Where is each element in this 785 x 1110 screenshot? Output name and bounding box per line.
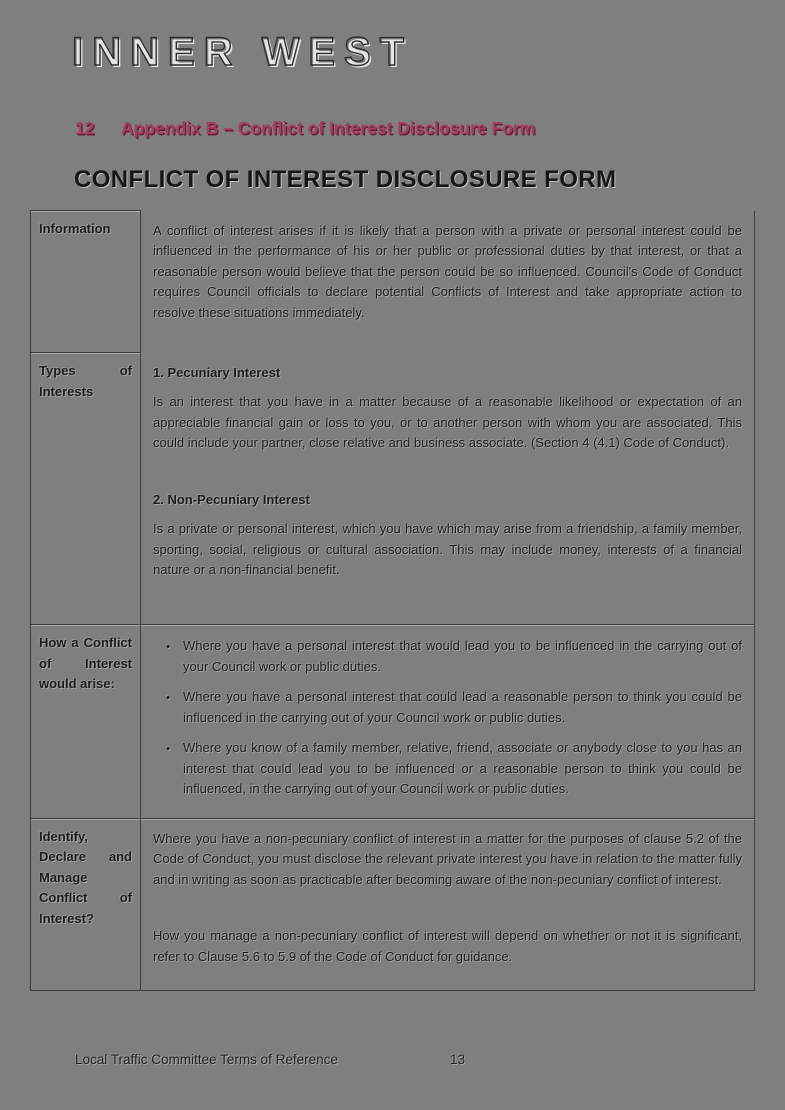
row-content-identify-declare-manage bbox=[141, 818, 755, 990]
appendix-number: 12 bbox=[75, 118, 95, 138]
bullet-text: Where you know of a family member, relative, friend, associate or anybody close to you has an interest that could lead you to be influenced or a reasonable person to think you could be influenced, in the carrying out of your Council work or public duties. bbox=[183, 740, 742, 796]
row-content-information bbox=[141, 211, 755, 353]
inner-west-logo: INNER WEST bbox=[72, 30, 414, 74]
row-label-conflict-arise: How a Conflict of Interest would arise: bbox=[31, 625, 141, 819]
row-label-information: Information bbox=[31, 211, 141, 353]
row-content-types-of-interests bbox=[141, 353, 755, 625]
bullet-icon: • bbox=[166, 641, 170, 653]
table-row-conflict-arise bbox=[31, 625, 755, 819]
page-footer bbox=[75, 1052, 466, 1067]
bullet-item bbox=[153, 687, 742, 728]
bullet-item bbox=[153, 738, 742, 800]
section-body: Is a private or personal interest, which you have which may arise from a friendship, a family member, sporting, social, religious or cultural association. This may include money, interests of a financial nature or a non-financial benefit. bbox=[153, 521, 742, 577]
footer-text: Local Traffic Committee Terms of Reference bbox=[75, 1052, 338, 1067]
bullet-text: Where you have a personal interest that would lead you to be influenced in the carrying out of your Council work or public duties. bbox=[183, 638, 742, 674]
paragraph: A conflict of interest arises if it is likely that a person with a private or personal interest could be influenced in the performance of his or her public or professional duties by that interest, or that a reasonable person would believe that the person could be so influenced. Council's Code of Conduct requires Council officials to declare potential Conflicts of Interest and take appropriate action to resolve these situations immediately. bbox=[153, 222, 742, 320]
row-label-types-of-interests: Types of Interests bbox=[31, 353, 141, 625]
bullet-item bbox=[153, 636, 742, 677]
section-heading: 1. Pecuniary Interest bbox=[153, 364, 281, 380]
table-row-identify-declare-manage bbox=[31, 818, 755, 990]
paragraph: How you manage a non-pecuniary conflict of interest will depend on whether or not it is significant, refer to Clause 5.6 to 5.9 of the Code of Conduct for guidance. bbox=[153, 928, 742, 964]
appendix-title: Appendix B – Conflict of Interest Disclosure Form bbox=[121, 118, 536, 138]
bullet-icon: • bbox=[166, 692, 170, 704]
table-row-types-of-interests bbox=[31, 353, 755, 625]
bullet-text: Where you have a personal interest that could lead a reasonable person to think you could be influenced in the carrying out of your Council work or public duties. bbox=[183, 689, 742, 725]
conflict-info-table bbox=[30, 210, 755, 991]
paragraph: Where you have a non-pecuniary conflict of interest in a matter for the purposes of clause 5.2 of the Code of Conduct, you must disclose the relevant private interest you have in relation to the matter fully and in writing as soon as practicable after becoming aware of the non-pecuniary conflict of interest. bbox=[153, 830, 742, 887]
interest-section-non-pecuniary bbox=[153, 490, 742, 581]
bullet-icon: • bbox=[166, 743, 170, 755]
interest-section-pecuniary bbox=[153, 363, 742, 454]
section-body: Is an interest that you have in a matter because of a reasonable likelihood or expectation of an appreciable financial gain or loss to you, or to another person with whom you are associated. This could include your partner, close relative and business associate. (Section 4 (4.1) Code of Conduct). bbox=[153, 394, 742, 450]
section-heading: 2. Non-Pecuniary Interest bbox=[153, 491, 310, 507]
row-content-conflict-arise bbox=[141, 625, 755, 819]
page-number: 13 bbox=[450, 1052, 466, 1067]
form-title: CONFLICT OF INTEREST DISCLOSURE FORM bbox=[74, 166, 617, 193]
appendix-heading bbox=[75, 118, 535, 139]
table-row-information bbox=[31, 211, 755, 353]
row-label-identify-declare-manage: Identify, Declare and Manage Conflict of Interest? bbox=[31, 818, 141, 990]
